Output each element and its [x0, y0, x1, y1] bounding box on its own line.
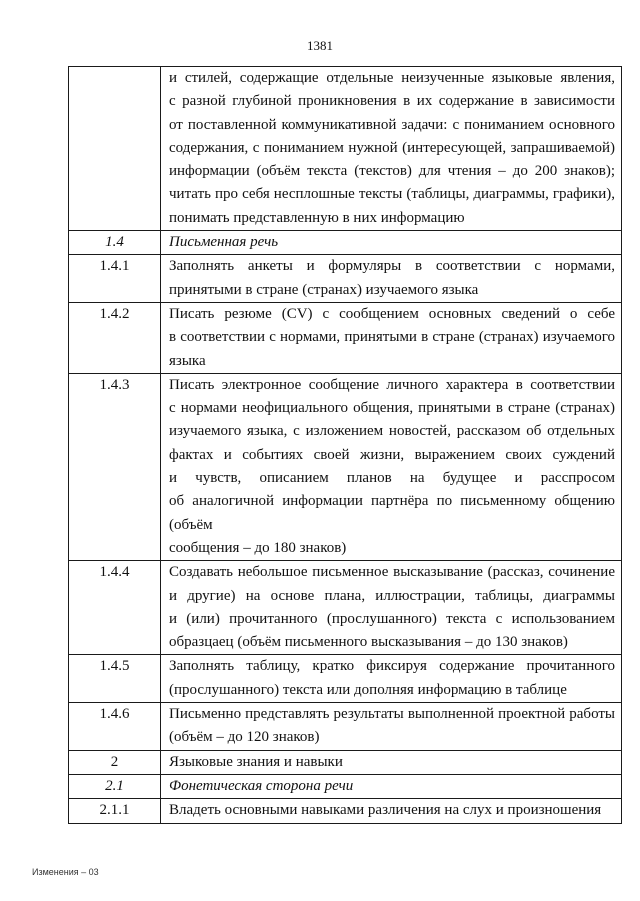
- text-line: с нормами неофициального общения, принятыми в стране (странах): [169, 400, 615, 417]
- row-text: [161, 703, 622, 751]
- revision-footer: Изменения – 03: [32, 867, 99, 877]
- row-text: [161, 67, 622, 231]
- row-code: 2.1.1: [69, 799, 161, 823]
- row-code: 2: [69, 750, 161, 774]
- text-line: Письменная речь: [169, 234, 279, 251]
- text-line: Владеть основными навыками различения на слух и произношения: [169, 802, 602, 819]
- text-line: (объём – до 120 знаков): [169, 729, 320, 746]
- row-code: 1.4.4: [69, 561, 161, 655]
- text-line: с разной глубиной проникновения в их содержание в зависимости: [169, 93, 615, 110]
- table-row: [69, 231, 622, 255]
- page-number: 1381: [307, 38, 333, 53]
- text-line: Заполнять таблицу, кратко фиксируя содержание прочитанного: [169, 658, 615, 675]
- text-line: и стилей, содержащие отдельные неизученные языковые явления,: [169, 70, 615, 86]
- row-code: 1.4.3: [69, 373, 161, 560]
- text-line: читать про себя несплошные тексты (таблицы, диаграммы, графики),: [169, 186, 615, 203]
- row-text: [161, 750, 622, 774]
- text-line: понимать представленную в них информацию: [169, 209, 465, 226]
- row-text: [161, 255, 622, 303]
- table-row: [69, 67, 622, 231]
- row-text: [161, 373, 622, 560]
- row-code: 1.4.5: [69, 655, 161, 703]
- requirements-table: [68, 66, 622, 824]
- text-line: сообщения – до 180 знаков): [169, 539, 347, 556]
- row-code: 1.4: [69, 231, 161, 255]
- text-line: (прослушанного) текста или дополняя информацию в таблице: [169, 681, 567, 698]
- text-line: и чувств, описанием планов на будущее и расспросом: [169, 470, 615, 487]
- text-line: Создавать небольшое письменное высказывание (рассказ, сочинение: [169, 564, 615, 581]
- table-row: [69, 302, 622, 373]
- table-row: [69, 774, 622, 798]
- row-text: [161, 561, 622, 655]
- table-row: [69, 655, 622, 703]
- text-line: информации (объём текста (текстов) для чтения – до 200 знаков);: [169, 163, 615, 180]
- text-line: Языковые знания и навыки: [169, 753, 343, 770]
- text-line: Фонетическая сторона речи: [169, 777, 354, 794]
- text-line: и другие) на основе плана, иллюстрации, таблицы, диаграммы: [169, 587, 615, 604]
- table-row: [69, 703, 622, 751]
- text-line: об аналогичной информации партнёра по письменному общению: [169, 493, 615, 510]
- row-code: 2.1: [69, 774, 161, 798]
- text-line: Заполнять анкеты и формуляры в соответствии с нормами,: [169, 258, 615, 275]
- row-code: [69, 67, 161, 231]
- text-line: и (или) прочитанного (прослушанного) текста с использованием: [169, 610, 615, 627]
- row-text: [161, 799, 622, 823]
- row-code: 1.4.2: [69, 302, 161, 373]
- text-line: изучаемого языка, с изложением новостей, рассказом об отдельных: [169, 423, 615, 440]
- requirements-table-body: [69, 67, 622, 824]
- text-line: (объём: [169, 516, 213, 533]
- table-row: [69, 750, 622, 774]
- row-text: [161, 774, 622, 798]
- text-line: в соответствии с нормами, принятыми в стране (странах) изучаемого: [169, 329, 615, 346]
- row-code: 1.4.6: [69, 703, 161, 751]
- text-line: фактах и событиях своей жизни, выражением своих суждений: [169, 446, 615, 463]
- table-row: [69, 255, 622, 303]
- table-row: [69, 373, 622, 560]
- table-row: [69, 799, 622, 823]
- text-line: содержания, с пониманием нужной (интересующей, запрашиваемой): [169, 139, 615, 156]
- text-line: Письменно представлять результаты выполненной проектной работы: [169, 706, 615, 723]
- row-text: [161, 231, 622, 255]
- text-line: языка: [169, 352, 206, 369]
- text-line: образцаец (объём письменного высказывания – до 130 знаков): [169, 634, 568, 651]
- text-line: Писать резюме (CV) с сообщением основных сведений о себе: [169, 305, 615, 322]
- text-line: Писать электронное сообщение личного характера в соответствии: [169, 376, 615, 393]
- text-line: от поставленной коммуникативной задачи: с пониманием основного: [169, 116, 615, 133]
- row-code: 1.4.1: [69, 255, 161, 303]
- row-text: [161, 655, 622, 703]
- row-text: [161, 302, 622, 373]
- table-row: [69, 561, 622, 655]
- text-line: принятыми в стране (странах) изучаемого языка: [169, 281, 479, 298]
